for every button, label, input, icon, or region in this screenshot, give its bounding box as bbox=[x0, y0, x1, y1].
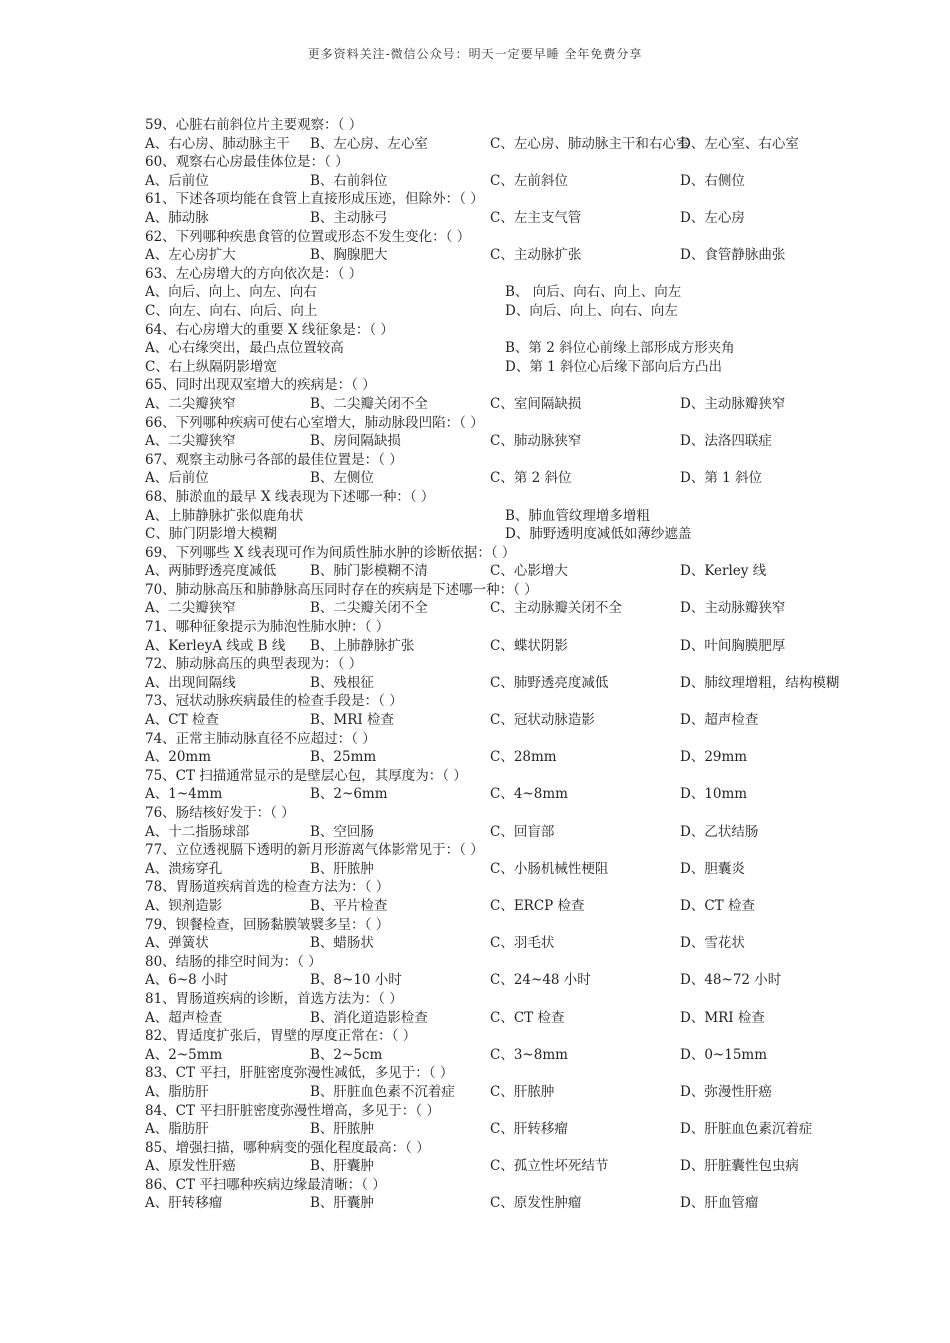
options-row bbox=[145, 135, 825, 154]
options-row bbox=[145, 395, 825, 414]
option-a: A、出现间隔线 bbox=[145, 674, 236, 691]
option-a: A、向后、向上、向左、向右 bbox=[145, 284, 317, 301]
option-d: D、0~15mm bbox=[680, 1046, 768, 1063]
question-stem: 78、胃肠道疾病首选的检查方法为：（ ） bbox=[145, 879, 390, 896]
option-b: B、残根征 bbox=[310, 674, 374, 691]
option-c: C、肺门阴影增大模糊 bbox=[145, 526, 277, 543]
option-a: A、20mm bbox=[145, 749, 212, 766]
option-d: D、肝脏血色素沉着症 bbox=[680, 1121, 813, 1138]
option-c: C、ERCP 检查 bbox=[490, 897, 585, 914]
question-stem: 61、下述各项均能在食管上直接形成压迹，但除外：（ ） bbox=[145, 191, 484, 208]
option-d: D、法洛四联症 bbox=[680, 433, 772, 450]
option-d: D、食管静脉曲张 bbox=[680, 247, 786, 264]
option-b: B、左心房、左心室 bbox=[310, 135, 428, 152]
question-item bbox=[145, 1139, 825, 1176]
option-b: B、右前斜位 bbox=[310, 172, 388, 189]
option-d: D、肝血管瘤 bbox=[680, 1195, 759, 1212]
option-b: B、第 2 斜位心前缘上部形成方形夹角 bbox=[505, 340, 735, 357]
question-stem: 84、CT 平扫肝脏密度弥漫性增高，多见于：（ ） bbox=[145, 1102, 440, 1119]
option-b: B、MRI 检查 bbox=[310, 712, 395, 729]
question-item bbox=[145, 581, 825, 618]
question-stem: 71、哪种征象提示为肺泡性肺水肿：（ ） bbox=[145, 619, 390, 636]
question-item bbox=[145, 1064, 825, 1101]
option-d: D、叶间胸膜肥厚 bbox=[680, 637, 786, 654]
question-item bbox=[145, 1176, 825, 1213]
options-row bbox=[145, 339, 825, 375]
question-item bbox=[145, 804, 825, 841]
option-b: B、8~10 小时 bbox=[310, 972, 402, 989]
question-stem: 70、肺动脉高压和肺静脉高压同时存在的疾病是下述哪一种：（ ） bbox=[145, 581, 538, 598]
question-stem: 60、观察右心房最佳体位是：（ ） bbox=[145, 154, 349, 171]
question-item bbox=[145, 153, 825, 190]
options-row bbox=[145, 1194, 825, 1213]
option-c: C、CT 检查 bbox=[490, 1009, 565, 1026]
option-a: A、弹簧状 bbox=[145, 935, 209, 952]
option-c: C、24~48 小时 bbox=[490, 972, 591, 989]
option-c: C、小肠机械性梗阻 bbox=[490, 860, 609, 877]
question-item bbox=[145, 451, 825, 488]
option-a: A、二尖瓣狭窄 bbox=[145, 433, 236, 450]
option-b: B、肺血管纹理增多增粗 bbox=[505, 507, 650, 524]
option-d: D、左心房 bbox=[680, 209, 745, 226]
question-item bbox=[145, 228, 825, 265]
options-row bbox=[145, 897, 825, 916]
option-b: B、主动脉弓 bbox=[310, 209, 388, 226]
question-item bbox=[145, 692, 825, 729]
option-c: C、左前斜位 bbox=[490, 172, 568, 189]
options-row bbox=[145, 432, 825, 451]
options-row bbox=[145, 823, 825, 842]
option-a: A、右心房、肺动脉主干 bbox=[145, 135, 290, 152]
option-b: B、25mm bbox=[310, 749, 377, 766]
question-stem: 65、同时出现双室增大的疾病是：（ ） bbox=[145, 377, 376, 394]
options-row bbox=[145, 1157, 825, 1176]
option-b: B、二尖瓣关闭不全 bbox=[310, 395, 428, 412]
option-a: A、原发性肝癌 bbox=[145, 1158, 236, 1175]
options-row bbox=[145, 246, 825, 265]
option-d: D、MRI 检查 bbox=[680, 1009, 765, 1026]
option-a: A、上肺静脉扩张似鹿角状 bbox=[145, 507, 304, 524]
option-a: A、KerleyA 线或 B 线 bbox=[145, 637, 286, 654]
question-item bbox=[145, 116, 825, 153]
question-item bbox=[145, 488, 825, 544]
option-c: C、回盲部 bbox=[490, 823, 555, 840]
option-c: C、主动脉瓣关闭不全 bbox=[490, 600, 622, 617]
options-row bbox=[145, 599, 825, 618]
question-item bbox=[145, 414, 825, 451]
option-c: C、肝脓肿 bbox=[490, 1083, 555, 1100]
option-d: D、CT 检查 bbox=[680, 897, 755, 914]
question-stem: 64、右心房增大的重要 X 线征象是：（ ） bbox=[145, 321, 394, 338]
question-stem: 66、下列哪种疾病可使右心室增大，肺动脉段凹陷：（ ） bbox=[145, 414, 484, 431]
option-b: B、肝囊肿 bbox=[310, 1158, 374, 1175]
options-row bbox=[145, 562, 825, 581]
option-d: D、肝脏囊性包虫病 bbox=[680, 1158, 799, 1175]
option-c: C、右上纵隔阴影增宽 bbox=[145, 358, 277, 375]
options-row bbox=[145, 1083, 825, 1102]
question-stem: 59、心脏右前斜位片主要观察：（ ） bbox=[145, 117, 363, 133]
option-d: D、肺野透明度减低如薄纱遮盖 bbox=[505, 526, 692, 543]
question-stem: 80、结肠的排空时间为：（ ） bbox=[145, 953, 322, 970]
options-row bbox=[145, 637, 825, 656]
question-item bbox=[145, 1102, 825, 1139]
options-row bbox=[145, 283, 825, 319]
options-row bbox=[145, 971, 825, 990]
question-stem: 81、胃肠道疾病的诊断，首选方法为：（ ） bbox=[145, 990, 403, 1007]
options-row bbox=[145, 1009, 825, 1028]
option-a: A、二尖瓣狭窄 bbox=[145, 395, 236, 412]
options-row bbox=[145, 1120, 825, 1139]
question-stem: 77、立位透视膈下透明的新月形游离气体影常见于：（ ） bbox=[145, 842, 484, 859]
question-item bbox=[145, 618, 825, 655]
question-item bbox=[145, 878, 825, 915]
option-d: D、超声检查 bbox=[680, 712, 759, 729]
option-c: C、向左、向右、向后、向上 bbox=[145, 302, 318, 319]
options-row bbox=[145, 860, 825, 879]
option-d: D、10mm bbox=[680, 786, 748, 803]
question-stem: 83、CT 平扫，肝脏密度弥漫性减低，多见于：（ ） bbox=[145, 1065, 454, 1082]
question-stem: 73、冠状动脉疾病最佳的检查手段是：（ ） bbox=[145, 693, 403, 710]
option-a: A、2~5mm bbox=[145, 1046, 223, 1063]
options-row bbox=[145, 934, 825, 953]
question-stem: 79、钡餐检查，回肠黏膜皱襞多呈：（ ） bbox=[145, 916, 390, 933]
option-d: D、右侧位 bbox=[680, 172, 745, 189]
option-c: C、原发性肿瘤 bbox=[490, 1195, 582, 1212]
question-item bbox=[145, 321, 825, 377]
options-row bbox=[145, 469, 825, 488]
question-item bbox=[145, 953, 825, 990]
question-item bbox=[145, 916, 825, 953]
option-d: D、弥漫性肝癌 bbox=[680, 1083, 772, 1100]
option-a: A、心右缘突出，最凸点位置较高 bbox=[145, 340, 344, 357]
question-stem: 82、胃适度扩张后，胃壁的厚度正常在：（ ） bbox=[145, 1028, 417, 1045]
option-b: B、二尖瓣关闭不全 bbox=[310, 600, 428, 617]
question-stem: 76、肠结核好发于：（ ） bbox=[145, 805, 295, 822]
option-a: A、后前位 bbox=[145, 172, 209, 189]
question-stem: 62、下列哪种疾患食管的位置或形态不发生变化：（ ） bbox=[145, 228, 471, 245]
option-b: B、2~6mm bbox=[310, 786, 388, 803]
question-stem: 67、观察主动脉弓各部的最佳位置是：（ ） bbox=[145, 451, 403, 468]
option-b: B、肺门影模糊不清 bbox=[310, 563, 428, 580]
question-list bbox=[145, 116, 840, 1213]
option-b: B、蜡肠状 bbox=[310, 935, 374, 952]
question-item bbox=[145, 767, 825, 804]
question-item bbox=[145, 1027, 825, 1064]
options-row bbox=[145, 748, 825, 767]
question-stem: 85、增强扫描，哪种病变的强化程度最高：（ ） bbox=[145, 1139, 430, 1156]
option-b: B、空回肠 bbox=[310, 823, 374, 840]
option-c: C、孤立性坏死结节 bbox=[490, 1158, 609, 1175]
options-row bbox=[145, 1046, 825, 1065]
option-b: B、平片检查 bbox=[310, 897, 388, 914]
question-item bbox=[145, 841, 825, 878]
option-d: D、向后、向上、向右、向左 bbox=[505, 302, 678, 319]
option-a: A、二尖瓣狭窄 bbox=[145, 600, 236, 617]
options-row bbox=[145, 711, 825, 730]
question-stem: 68、肺淤血的最早 X 线表现为下述哪一种：（ ） bbox=[145, 488, 435, 505]
options-row bbox=[145, 785, 825, 804]
question-stem: 75、CT 扫描通常显示的是壁层心包，其厚度为：（ ） bbox=[145, 767, 467, 784]
option-a: A、脂肪肝 bbox=[145, 1121, 209, 1138]
option-b: B、房间隔缺损 bbox=[310, 433, 401, 450]
option-b: B、2~5cm bbox=[310, 1046, 383, 1063]
option-c: C、室间隔缺损 bbox=[490, 395, 582, 412]
option-a: A、6~8 小时 bbox=[145, 972, 229, 989]
option-d: D、48~72 小时 bbox=[680, 972, 782, 989]
option-c: C、主动脉扩张 bbox=[490, 247, 582, 264]
options-row bbox=[145, 674, 840, 693]
question-item bbox=[145, 376, 825, 413]
question-item bbox=[145, 265, 825, 321]
option-b: B、肝脓肿 bbox=[310, 1121, 374, 1138]
option-c: C、肺野透亮度减低 bbox=[490, 674, 609, 691]
option-c: C、冠状动脉造影 bbox=[490, 712, 595, 729]
question-item bbox=[145, 730, 825, 767]
option-b: B、 向后、向右、向上、向左 bbox=[505, 284, 682, 301]
option-a: A、肝转移瘤 bbox=[145, 1195, 223, 1212]
option-c: C、第 2 斜位 bbox=[490, 470, 572, 487]
question-stem: 69、下列哪些 X 线表现可作为间质性肺水肿的诊断依据：（ ） bbox=[145, 544, 516, 561]
question-item bbox=[145, 990, 825, 1027]
option-a: A、肺动脉 bbox=[145, 209, 209, 226]
option-d: D、雪花状 bbox=[680, 935, 745, 952]
option-b: B、消化道造影检查 bbox=[310, 1009, 428, 1026]
options-row bbox=[145, 209, 825, 228]
option-c: C、羽毛状 bbox=[490, 935, 555, 952]
option-c: C、28mm bbox=[490, 749, 557, 766]
option-a: A、两肺野透亮度减低 bbox=[145, 563, 277, 580]
option-b: B、肝脏血色素不沉着症 bbox=[310, 1083, 455, 1100]
option-c: C、4~8mm bbox=[490, 786, 568, 803]
option-d: D、主动脉瓣狭窄 bbox=[680, 395, 786, 412]
options-row bbox=[145, 507, 825, 543]
option-d: D、Kerley 线 bbox=[680, 563, 767, 580]
option-a: A、左心房扩大 bbox=[145, 247, 236, 264]
question-item bbox=[145, 655, 840, 692]
option-a: A、1~4mm bbox=[145, 786, 223, 803]
question-stem: 63、左心房增大的方向依次是：（ ） bbox=[145, 265, 363, 282]
option-a: A、溃疡穿孔 bbox=[145, 860, 223, 877]
option-c: C、蝶状阴影 bbox=[490, 637, 568, 654]
option-a: A、CT 检查 bbox=[145, 712, 219, 729]
option-a: A、后前位 bbox=[145, 470, 209, 487]
option-d: D、肺纹理增粗，结构模糊 bbox=[680, 674, 840, 691]
option-c: C、3~8mm bbox=[490, 1046, 568, 1063]
options-row bbox=[145, 172, 825, 191]
option-a: A、十二指肠球部 bbox=[145, 823, 250, 840]
question-stem: 74、正常主肺动脉直径不应超过：（ ） bbox=[145, 730, 376, 747]
option-d: D、胆囊炎 bbox=[680, 860, 745, 877]
option-a: A、钡剂造影 bbox=[145, 897, 223, 914]
option-d: D、左心室、右心室 bbox=[680, 135, 799, 152]
option-b: B、胸腺肥大 bbox=[310, 247, 388, 264]
option-d: D、第 1 斜位心后缘下部向后方凸出 bbox=[505, 358, 722, 375]
question-item bbox=[145, 190, 825, 227]
question-stem: 72、肺动脉高压的典型表现为：（ ） bbox=[145, 656, 363, 673]
option-c: C、左心房、肺动脉主干和右心室 bbox=[490, 135, 690, 152]
page-header: 更多资料关注-微信公众号：明天一定要早睡 全年免费分享 bbox=[307, 47, 643, 61]
question-item bbox=[145, 544, 825, 581]
option-a: A、超声检查 bbox=[145, 1009, 223, 1026]
option-a: A、脂肪肝 bbox=[145, 1083, 209, 1100]
option-b: B、肝囊肿 bbox=[310, 1195, 374, 1212]
option-d: D、29mm bbox=[680, 749, 748, 766]
option-c: C、左主支气管 bbox=[490, 209, 582, 226]
option-b: B、上肺静脉扩张 bbox=[310, 637, 415, 654]
option-c: C、心影增大 bbox=[490, 563, 568, 580]
option-b: B、肝脓肿 bbox=[310, 860, 374, 877]
option-d: D、主动脉瓣狭窄 bbox=[680, 600, 786, 617]
question-stem: 86、CT 平扫哪种疾病边缘最清晰：（ ） bbox=[145, 1176, 386, 1193]
option-c: C、肺动脉狭窄 bbox=[490, 433, 582, 450]
option-d: D、乙状结肠 bbox=[680, 823, 759, 840]
option-b: B、左侧位 bbox=[310, 470, 374, 487]
option-c: C、肝转移瘤 bbox=[490, 1121, 568, 1138]
option-d: D、第 1 斜位 bbox=[680, 470, 762, 487]
